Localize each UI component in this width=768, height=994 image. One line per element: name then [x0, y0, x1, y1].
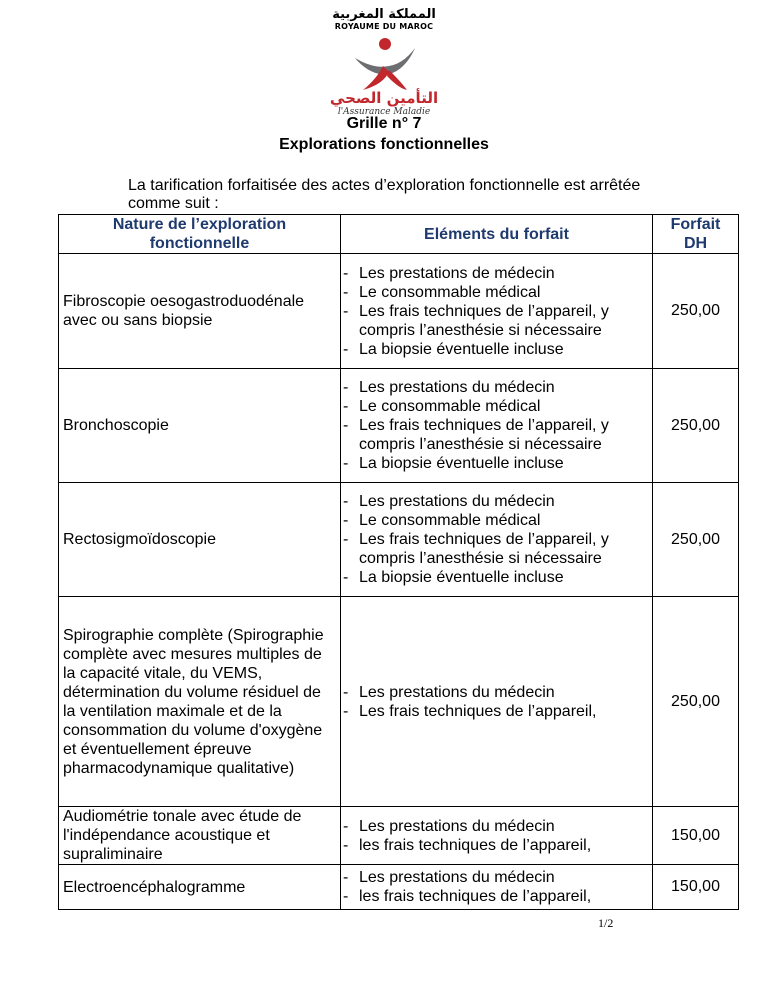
- elements-list: [343, 492, 648, 587]
- list-item: - Le consommable médical: [343, 511, 648, 530]
- header-forfait: Forfait DH: [653, 215, 739, 254]
- intro-paragraph: La tarification forfaitisée des actes d’exploration fonctionnelle est arrêtée comme suit :: [128, 177, 641, 212]
- assurance-maladie-logo-icon: [349, 36, 419, 92]
- forfait-price: 250,00: [653, 254, 739, 369]
- tariff-table: [58, 214, 739, 910]
- list-item: - Les prestations du médecin: [343, 378, 648, 397]
- list-item: - Les frais techniques de l’appareil, y compris l’anesthésie si nécessaire: [343, 302, 648, 340]
- table-row: [59, 483, 739, 597]
- elements-list: [343, 683, 648, 721]
- logo-arabic-text: التأمين الصحي: [329, 89, 439, 107]
- list-item: - La biopsie éventuelle incluse: [343, 568, 648, 587]
- exploration-nature: Bronchoscopie: [59, 369, 341, 483]
- list-item: - Le consommable médical: [343, 283, 648, 302]
- kingdom-arabic: المملكة المغربية: [332, 7, 436, 22]
- list-item: - Les prestations du médecin: [343, 868, 648, 887]
- list-item: - Les prestations du médecin: [343, 492, 648, 511]
- table-row: [59, 807, 739, 865]
- table-row: [59, 865, 739, 910]
- forfait-elements: [341, 597, 653, 807]
- page-number: 1/2: [598, 916, 614, 930]
- table-row: [59, 597, 739, 807]
- list-item: - Les frais techniques de l’appareil, y compris l’anesthésie si nécessaire: [343, 416, 648, 454]
- forfait-price: 150,00: [653, 865, 739, 910]
- header-nature: Nature de l’exploration fonctionnelle: [59, 215, 341, 254]
- forfait-elements: [341, 254, 653, 369]
- list-item: - Les frais techniques de l’appareil,: [343, 702, 648, 721]
- exploration-nature: Audiométrie tonale avec étude de l'indépendance acoustique et supraliminaire: [59, 807, 341, 865]
- kingdom-french: ROYAUME DU MAROC: [334, 22, 434, 31]
- elements-list: [343, 378, 648, 473]
- exploration-nature: Spirographie complète (Spirographie complète avec mesures multiples de la capacité vitale, du VEMS, détermination du volume résiduel de la ventilation maximale et de la consommation du volume d'oxygène et éventuellement épreuve pharmacodynamique qualitative): [59, 597, 341, 807]
- list-item: - Les prestations du médecin: [343, 817, 648, 836]
- list-item: - les frais techniques de l’appareil,: [343, 836, 648, 855]
- list-item: - La biopsie éventuelle incluse: [343, 454, 648, 473]
- forfait-elements: [341, 369, 653, 483]
- exploration-nature: Rectosigmoïdoscopie: [59, 483, 341, 597]
- list-item: - Les frais techniques de l’appareil, y compris l’anesthésie si nécessaire: [343, 530, 648, 568]
- forfait-elements: [341, 865, 653, 910]
- elements-list: [343, 868, 648, 906]
- forfait-elements: [341, 807, 653, 865]
- list-item: - les frais techniques de l’appareil,: [343, 887, 648, 906]
- elements-list: [343, 264, 648, 359]
- page-header: [0, 8, 768, 117]
- logo-subtitle: l'Assurance Maladie: [337, 107, 431, 117]
- exploration-nature: Fibroscopie oesogastroduodénale avec ou sans biopsie: [59, 254, 341, 369]
- list-item: - Les prestations du médecin: [343, 683, 648, 702]
- forfait-price: 250,00: [653, 597, 739, 807]
- grid-number-title: Grille n° 7: [346, 115, 422, 132]
- forfait-price: 150,00: [653, 807, 739, 865]
- elements-list: [343, 817, 648, 855]
- page-title: Explorations fonctionnelles: [279, 136, 489, 153]
- table-row: [59, 369, 739, 483]
- list-item: - Le consommable médical: [343, 397, 648, 416]
- forfait-elements: [341, 483, 653, 597]
- forfait-price: 250,00: [653, 483, 739, 597]
- list-item: - Les prestations de médecin: [343, 264, 648, 283]
- list-item: - La biopsie éventuelle incluse: [343, 340, 648, 359]
- table-header-row: [59, 215, 739, 254]
- table-row: [59, 254, 739, 369]
- header-elements: Eléments du forfait: [341, 215, 653, 254]
- exploration-nature: Electroencéphalogramme: [59, 865, 341, 910]
- forfait-price: 250,00: [653, 369, 739, 483]
